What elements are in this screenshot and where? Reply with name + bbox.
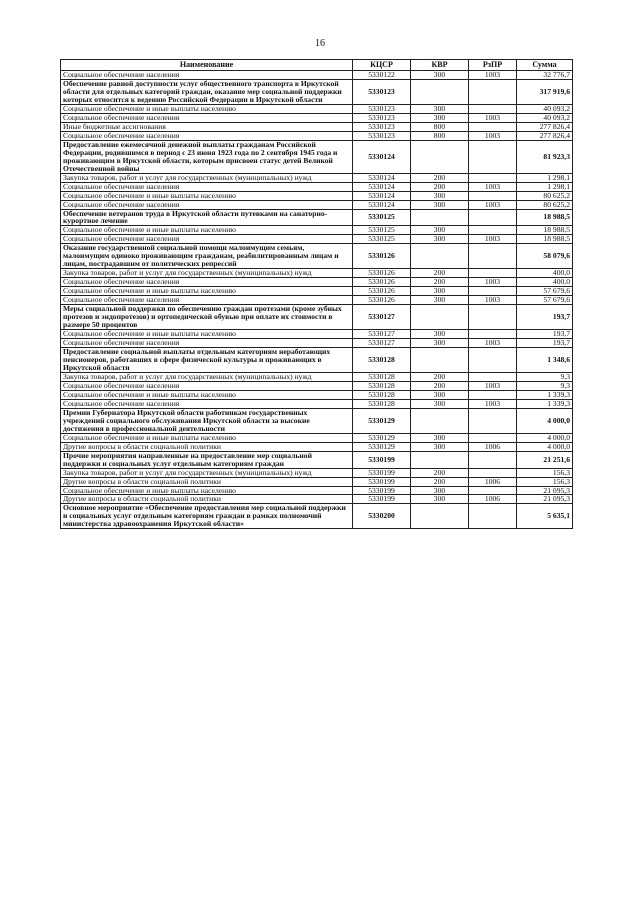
row-sum: 317 919,6 xyxy=(517,79,573,104)
row-name: Иные бюджетные ассигнования xyxy=(61,122,353,131)
row-sum: 32 776,7 xyxy=(517,71,573,80)
row-sum: 18 988,5 xyxy=(517,226,573,235)
row-kvr: 200 xyxy=(411,477,469,486)
row-sum: 18 988,5 xyxy=(517,209,573,226)
row-sum: 21 095,3 xyxy=(517,486,573,495)
row-name: Закупка товаров, работ и услуг для государственных (муниципальных) нужд xyxy=(61,173,353,182)
row-name: Другие вопросы в области социальной политики xyxy=(61,477,353,486)
row-kvr: 300 xyxy=(411,339,469,348)
row-rzpr xyxy=(469,269,517,278)
row-rzpr xyxy=(469,468,517,477)
row-kvr: 300 xyxy=(411,296,469,305)
row-kcsr: 5330123 xyxy=(353,79,411,104)
row-rzpr xyxy=(469,79,517,104)
row-kcsr: 5330127 xyxy=(353,305,411,330)
row-name: Премии Губернатора Иркутской области работникам государственных учреждений социального обслуживания Иркутской области за высокие достижения в профессиональной деятельности xyxy=(61,408,353,433)
row-kcsr: 5330123 xyxy=(353,122,411,131)
row-name: Социальное обеспечение и иные выплаты населению xyxy=(61,226,353,235)
table-row xyxy=(61,399,573,408)
row-sum: 81 923,3 xyxy=(517,140,573,173)
row-rzpr xyxy=(469,226,517,235)
table-row xyxy=(61,486,573,495)
table-row xyxy=(61,71,573,80)
row-sum: 21 251,6 xyxy=(517,451,573,468)
row-kvr xyxy=(411,305,469,330)
table-row xyxy=(61,182,573,191)
row-name: Прочие мероприятия направленные на предоставление мер социальной поддержки и социальных услуг отдельным категориям граждан xyxy=(61,451,353,468)
row-kvr: 300 xyxy=(411,104,469,113)
row-rzpr: 1003 xyxy=(469,381,517,390)
row-kcsr: 5330199 xyxy=(353,495,411,504)
row-sum: 277 826,4 xyxy=(517,131,573,140)
table-row xyxy=(61,79,573,104)
row-kvr: 300 xyxy=(411,191,469,200)
row-name: Социальное обеспечение населения xyxy=(61,399,353,408)
row-kcsr: 5330125 xyxy=(353,226,411,235)
row-kvr: 300 xyxy=(411,226,469,235)
table-row xyxy=(61,495,573,504)
row-sum: 18 988,5 xyxy=(517,235,573,244)
row-sum: 5 635,1 xyxy=(517,504,573,529)
row-kvr: 200 xyxy=(411,468,469,477)
row-rzpr xyxy=(469,244,517,269)
row-rzpr: 1003 xyxy=(469,131,517,140)
table-row xyxy=(61,226,573,235)
row-sum: 400,0 xyxy=(517,278,573,287)
row-kvr: 800 xyxy=(411,122,469,131)
row-rzpr: 1003 xyxy=(469,278,517,287)
table-row xyxy=(61,442,573,451)
row-kcsr: 5330129 xyxy=(353,433,411,442)
table-row xyxy=(61,339,573,348)
row-kcsr: 5330124 xyxy=(353,140,411,173)
row-name: Социальное обеспечение населения xyxy=(61,182,353,191)
row-name: Социальное обеспечение населения xyxy=(61,71,353,80)
table-row xyxy=(61,209,573,226)
row-kvr: 200 xyxy=(411,269,469,278)
row-kcsr: 5330128 xyxy=(353,399,411,408)
table-row xyxy=(61,477,573,486)
row-rzpr xyxy=(469,504,517,529)
row-kcsr: 5330129 xyxy=(353,442,411,451)
table-body xyxy=(61,71,573,529)
row-name: Обеспечение ветеранов труда в Иркутской области путевками на санаторно-курортное лечение xyxy=(61,209,353,226)
row-name: Социальное обеспечение и иные выплаты населению xyxy=(61,330,353,339)
table-row xyxy=(61,433,573,442)
row-kcsr: 5330199 xyxy=(353,477,411,486)
table-row xyxy=(61,504,573,529)
row-sum: 80 625,2 xyxy=(517,200,573,209)
row-rzpr: 1006 xyxy=(469,495,517,504)
row-rzpr: 1006 xyxy=(469,442,517,451)
table-row xyxy=(61,235,573,244)
table-row xyxy=(61,191,573,200)
row-kcsr: 5330125 xyxy=(353,235,411,244)
row-rzpr xyxy=(469,140,517,173)
row-rzpr: 1003 xyxy=(469,399,517,408)
table-row xyxy=(61,372,573,381)
row-kcsr: 5330124 xyxy=(353,182,411,191)
row-kvr: 300 xyxy=(411,486,469,495)
table-row xyxy=(61,408,573,433)
row-rzpr xyxy=(469,486,517,495)
row-kvr: 300 xyxy=(411,113,469,122)
row-name: Другие вопросы в области социальной политики xyxy=(61,495,353,504)
row-kcsr: 5330128 xyxy=(353,390,411,399)
header-rzpr: РзПР xyxy=(469,60,517,71)
row-name: Социальное обеспечение населения xyxy=(61,296,353,305)
row-rzpr xyxy=(469,173,517,182)
row-sum: 400,0 xyxy=(517,269,573,278)
row-kcsr: 5330128 xyxy=(353,348,411,373)
row-sum: 57 679,6 xyxy=(517,296,573,305)
row-sum: 9,3 xyxy=(517,381,573,390)
row-kvr xyxy=(411,209,469,226)
table-row xyxy=(61,122,573,131)
row-kvr: 300 xyxy=(411,390,469,399)
row-rzpr xyxy=(469,305,517,330)
row-rzpr: 1006 xyxy=(469,477,517,486)
row-kvr: 300 xyxy=(411,235,469,244)
row-sum: 9,3 xyxy=(517,372,573,381)
row-sum: 156,3 xyxy=(517,477,573,486)
row-name: Социальное обеспечение населения xyxy=(61,200,353,209)
row-kvr: 200 xyxy=(411,278,469,287)
row-name: Основное мероприятие «Обеспечение предоставления мер социальной поддержки и социальных услуг отдельным категориям граждан в рамках полномочий министерства здравоохранения Иркутской области» xyxy=(61,504,353,529)
row-rzpr xyxy=(469,408,517,433)
row-sum: 1 298,1 xyxy=(517,173,573,182)
table-row xyxy=(61,131,573,140)
row-kcsr: 5330123 xyxy=(353,131,411,140)
row-sum: 1 339,3 xyxy=(517,390,573,399)
row-kcsr: 5330127 xyxy=(353,339,411,348)
row-rzpr: 1003 xyxy=(469,296,517,305)
row-kcsr: 5330127 xyxy=(353,330,411,339)
row-kcsr: 5330128 xyxy=(353,372,411,381)
row-kcsr: 5330199 xyxy=(353,486,411,495)
table-row xyxy=(61,140,573,173)
row-rzpr xyxy=(469,104,517,113)
row-kcsr: 5330200 xyxy=(353,504,411,529)
row-kvr: 200 xyxy=(411,173,469,182)
row-kcsr: 5330122 xyxy=(353,71,411,80)
row-kcsr: 5330128 xyxy=(353,381,411,390)
table-row xyxy=(61,200,573,209)
row-rzpr xyxy=(469,348,517,373)
row-kvr xyxy=(411,451,469,468)
header-kcsr: КЦСР xyxy=(353,60,411,71)
row-kvr xyxy=(411,140,469,173)
row-kvr xyxy=(411,504,469,529)
page-number: 16 xyxy=(315,38,325,49)
row-sum: 193,7 xyxy=(517,330,573,339)
table-row xyxy=(61,113,573,122)
row-rzpr: 1003 xyxy=(469,339,517,348)
row-kvr: 300 xyxy=(411,71,469,80)
row-kcsr: 5330126 xyxy=(353,287,411,296)
budget-table xyxy=(60,59,573,529)
table-row xyxy=(61,104,573,113)
table-row xyxy=(61,468,573,477)
row-name: Закупка товаров, работ и услуг для государственных (муниципальных) нужд xyxy=(61,269,353,278)
row-kvr: 300 xyxy=(411,287,469,296)
row-kcsr: 5330125 xyxy=(353,209,411,226)
table-row xyxy=(61,269,573,278)
row-sum: 4 000,0 xyxy=(517,442,573,451)
table-header-row xyxy=(61,60,573,71)
row-name: Социальное обеспечение населения xyxy=(61,381,353,390)
row-name: Социальное обеспечение населения xyxy=(61,235,353,244)
row-kvr: 300 xyxy=(411,433,469,442)
table-row xyxy=(61,296,573,305)
row-name: Социальное обеспечение населения xyxy=(61,113,353,122)
row-kvr: 300 xyxy=(411,399,469,408)
row-rzpr xyxy=(469,372,517,381)
header-sum: Сумма xyxy=(517,60,573,71)
row-sum: 156,3 xyxy=(517,468,573,477)
row-rzpr: 1003 xyxy=(469,182,517,191)
row-name: Социальное обеспечение и иные выплаты населению xyxy=(61,390,353,399)
row-kvr: 800 xyxy=(411,131,469,140)
row-kvr xyxy=(411,348,469,373)
table-row xyxy=(61,451,573,468)
row-sum: 277 826,4 xyxy=(517,122,573,131)
row-kcsr: 5330123 xyxy=(353,104,411,113)
row-rzpr xyxy=(469,433,517,442)
row-kcsr: 5330126 xyxy=(353,269,411,278)
row-sum: 58 079,6 xyxy=(517,244,573,269)
row-rzpr xyxy=(469,209,517,226)
row-kvr: 200 xyxy=(411,381,469,390)
row-sum: 40 093,2 xyxy=(517,104,573,113)
row-rzpr xyxy=(469,287,517,296)
row-name: Закупка товаров, работ и услуг для государственных (муниципальных) нужд xyxy=(61,468,353,477)
row-kvr: 200 xyxy=(411,372,469,381)
row-kvr xyxy=(411,79,469,104)
row-name: Социальное обеспечение населения xyxy=(61,339,353,348)
row-sum: 40 093,2 xyxy=(517,113,573,122)
row-name: Предоставление социальной выплаты отдельным категориям неработающих пенсионеров, работавших в сфере физической культуры и проживающих в Иркутской области xyxy=(61,348,353,373)
table-row xyxy=(61,287,573,296)
row-rzpr xyxy=(469,330,517,339)
row-kvr: 300 xyxy=(411,330,469,339)
row-kvr: 200 xyxy=(411,182,469,191)
row-sum: 193,7 xyxy=(517,305,573,330)
row-kvr xyxy=(411,244,469,269)
row-kcsr: 5330129 xyxy=(353,408,411,433)
table-row xyxy=(61,330,573,339)
header-kvr: КВР xyxy=(411,60,469,71)
row-sum: 4 000,0 xyxy=(517,433,573,442)
row-rzpr: 1003 xyxy=(469,235,517,244)
row-sum: 21 095,3 xyxy=(517,495,573,504)
header-name: Наименование xyxy=(61,60,353,71)
row-kvr: 300 xyxy=(411,442,469,451)
row-rzpr xyxy=(469,451,517,468)
row-kvr: 300 xyxy=(411,495,469,504)
row-rzpr: 1003 xyxy=(469,71,517,80)
table-row xyxy=(61,244,573,269)
row-name: Закупка товаров, работ и услуг для государственных (муниципальных) нужд xyxy=(61,372,353,381)
row-rzpr xyxy=(469,390,517,399)
row-kvr: 300 xyxy=(411,200,469,209)
row-name: Социальное обеспечение населения xyxy=(61,278,353,287)
row-name: Предоставление ежемесячной денежной выплаты гражданам Российской Федерации, родившимся в период с 23 июня 1923 года по 2 сентября 1945 года и проживающим в Иркутской области, которым присвоен статус детей Великой Отечественной войны xyxy=(61,140,353,173)
row-kcsr: 5330124 xyxy=(353,191,411,200)
row-kvr xyxy=(411,408,469,433)
table-row xyxy=(61,390,573,399)
row-name: Обеспечение равной доступности услуг общественного транспорта в Иркутской области для отдельных категорий граждан, оказание мер социальной поддержки которых относится к ведению Российской Федерации и Иркутской области xyxy=(61,79,353,104)
row-sum: 57 679,6 xyxy=(517,287,573,296)
row-sum: 4 000,0 xyxy=(517,408,573,433)
row-kcsr: 5330126 xyxy=(353,278,411,287)
row-rzpr xyxy=(469,191,517,200)
row-name: Социальное обеспечение и иные выплаты населению xyxy=(61,104,353,113)
row-sum: 1 298,1 xyxy=(517,182,573,191)
row-rzpr: 1003 xyxy=(469,200,517,209)
row-rzpr: 1003 xyxy=(469,113,517,122)
row-sum: 1 348,6 xyxy=(517,348,573,373)
row-rzpr xyxy=(469,122,517,131)
row-sum: 80 625,2 xyxy=(517,191,573,200)
table-row xyxy=(61,173,573,182)
row-name: Социальное обеспечение и иные выплаты населению xyxy=(61,287,353,296)
row-kcsr: 5330124 xyxy=(353,200,411,209)
row-name: Социальное обеспечение и иные выплаты населению xyxy=(61,191,353,200)
row-kcsr: 5330199 xyxy=(353,451,411,468)
row-kcsr: 5330126 xyxy=(353,296,411,305)
table-row xyxy=(61,348,573,373)
table-row xyxy=(61,305,573,330)
row-name: Социальное обеспечение населения xyxy=(61,131,353,140)
row-name: Социальное обеспечение и иные выплаты населению xyxy=(61,486,353,495)
row-name: Меры социальной поддержки по обеспечению граждан протезами (кроме зубных протезов и эндопротезов) и ортопедической обувью при оплате их стоимости в размере 50 процентов xyxy=(61,305,353,330)
row-name: Оказание государственной социальной помощи малоимущим семьям, малоимущим одиноко проживающим гражданам, реабилитированным лицам и лицам, пострадавшим от политических репрессий xyxy=(61,244,353,269)
table-row xyxy=(61,278,573,287)
row-name: Социальное обеспечение и иные выплаты населению xyxy=(61,433,353,442)
row-sum: 1 339,3 xyxy=(517,399,573,408)
table-row xyxy=(61,381,573,390)
row-name: Другие вопросы в области социальной политики xyxy=(61,442,353,451)
row-kcsr: 5330199 xyxy=(353,468,411,477)
row-kcsr: 5330123 xyxy=(353,113,411,122)
row-sum: 193,7 xyxy=(517,339,573,348)
row-kcsr: 5330126 xyxy=(353,244,411,269)
row-kcsr: 5330124 xyxy=(353,173,411,182)
